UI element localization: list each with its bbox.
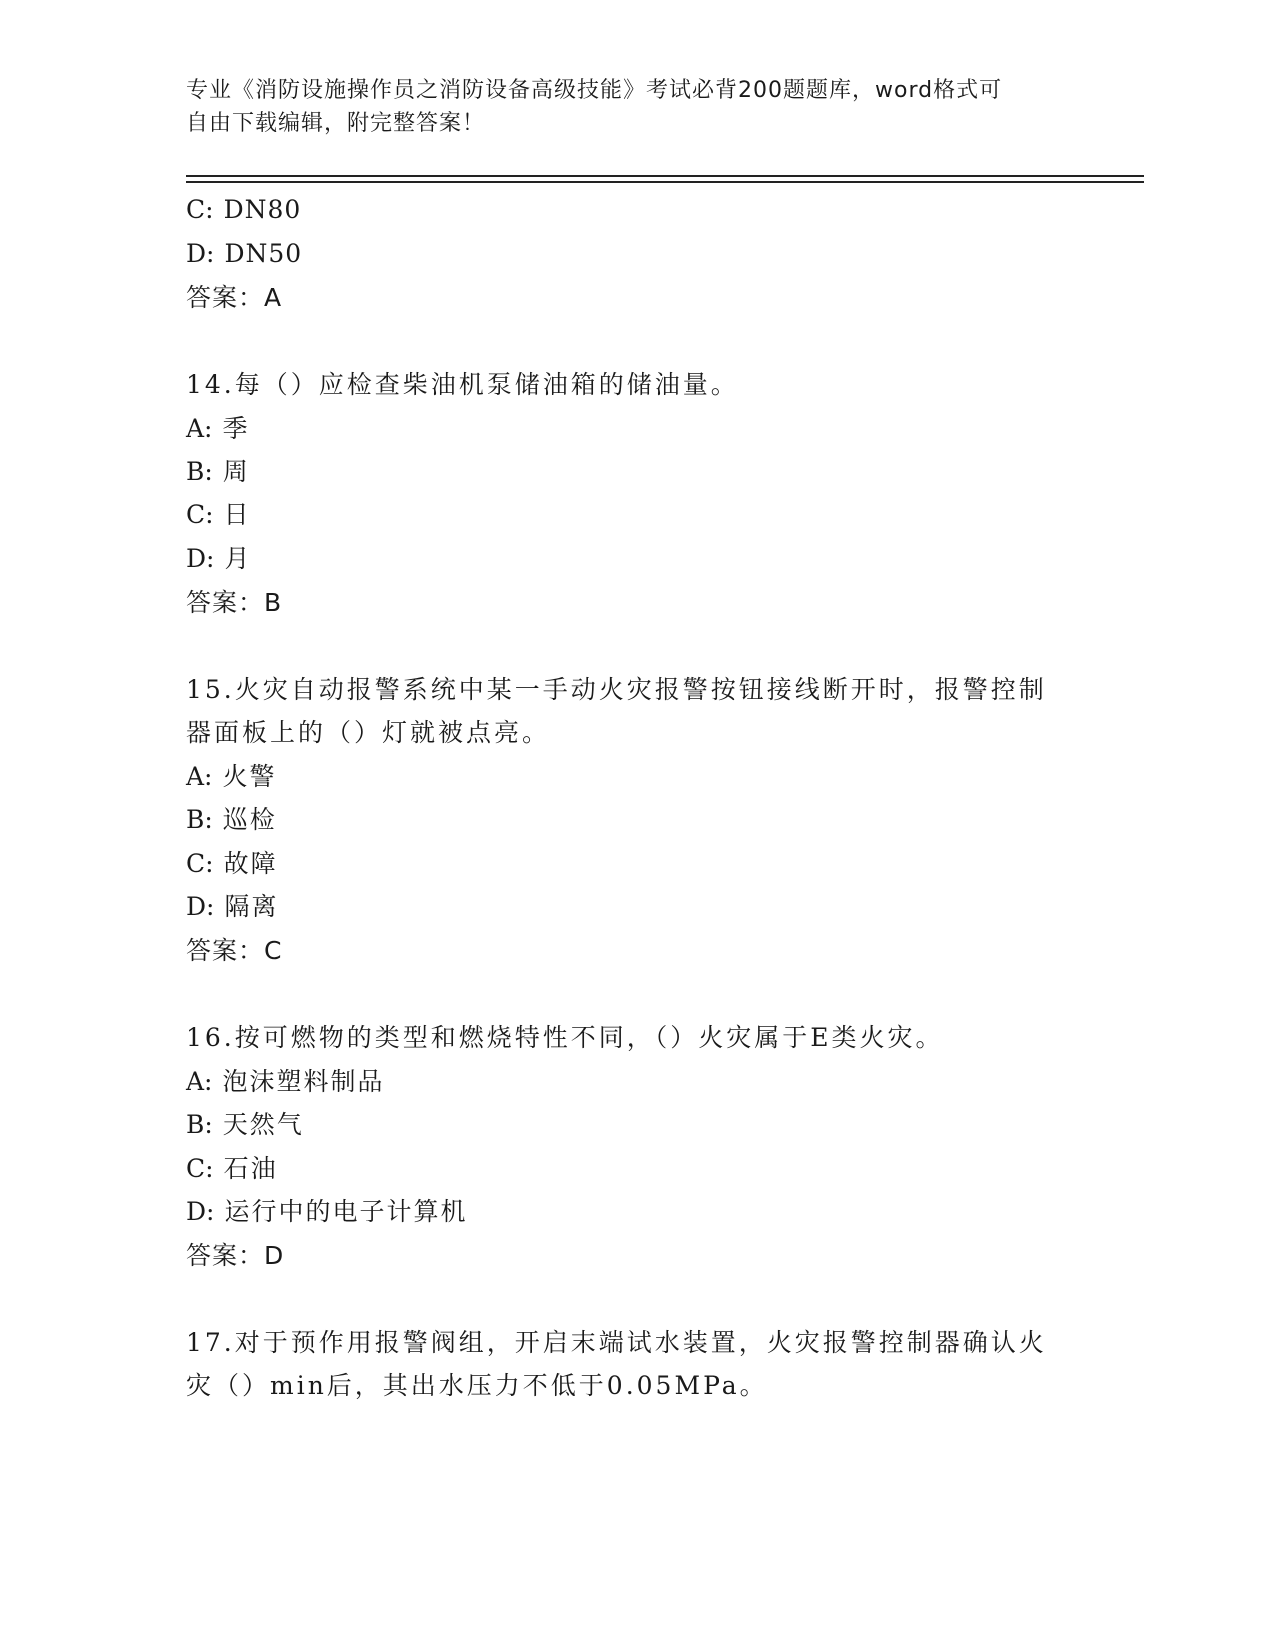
option-text: 周 bbox=[222, 457, 250, 486]
question-17-stem-line-2: 灾（）min后，其出水压力不低于0.05MPa。 bbox=[186, 1371, 768, 1400]
question-14-option-d bbox=[186, 542, 251, 576]
option-label: C: bbox=[186, 1154, 214, 1183]
question-15-stem-line-2: 器面板上的（）灯就被点亮。 bbox=[186, 718, 551, 747]
question-15-option-d bbox=[186, 890, 278, 924]
option-label: C: bbox=[186, 195, 214, 224]
question-16-option-a bbox=[186, 1065, 385, 1099]
question-16-option-c bbox=[186, 1152, 278, 1186]
question-16-answer: 答案：D bbox=[186, 1241, 285, 1270]
header-line-2: 自由下载编辑，附完整答案！ bbox=[186, 111, 486, 136]
option-text: 天然气 bbox=[222, 1110, 304, 1139]
option-label: C: bbox=[186, 849, 214, 878]
option-label: D: bbox=[186, 544, 215, 573]
option-text: 隔离 bbox=[224, 892, 279, 921]
question-16-option-d bbox=[186, 1195, 467, 1229]
prev-option-d bbox=[186, 237, 302, 271]
question-14-option-a bbox=[186, 412, 250, 446]
question-15-stem-line-1: 15.火灾自动报警系统中某一手动火灾报警按钮接线断开时，报警控制 bbox=[186, 675, 1047, 704]
option-text: 故障 bbox=[223, 849, 278, 878]
question-15-option-b bbox=[186, 803, 277, 837]
option-label: B: bbox=[186, 805, 213, 834]
option-text: 日 bbox=[223, 500, 251, 529]
question-16-option-b bbox=[186, 1108, 304, 1142]
question-14-option-b bbox=[186, 455, 250, 489]
question-14-answer: 答案：B bbox=[186, 588, 283, 617]
option-text: 季 bbox=[222, 414, 250, 443]
option-text: DN80 bbox=[223, 195, 302, 224]
option-label: A: bbox=[186, 1067, 213, 1096]
header-divider-bottom bbox=[186, 181, 1144, 183]
option-text: DN50 bbox=[224, 239, 303, 268]
document-header bbox=[186, 74, 1066, 140]
question-15-option-a bbox=[186, 760, 277, 794]
option-label: B: bbox=[186, 457, 213, 486]
option-text: 运行中的电子计算机 bbox=[224, 1197, 468, 1226]
question-14-option-c bbox=[186, 498, 251, 532]
question-16-stem: 16.按可燃物的类型和燃烧特性不同，（）火灾属于E类火灾。 bbox=[186, 1023, 944, 1052]
option-label: D: bbox=[186, 892, 215, 921]
option-label: D: bbox=[186, 1197, 215, 1226]
question-17-stem-line-1: 17.对于预作用报警阀组，开启末端试水装置，火灾报警控制器确认火 bbox=[186, 1328, 1047, 1357]
prev-option-c bbox=[186, 193, 301, 227]
option-label: C: bbox=[186, 500, 214, 529]
header-divider-top bbox=[186, 175, 1144, 177]
option-label: A: bbox=[186, 762, 213, 791]
question-14-stem: 14.每（）应检查柴油机泵储油箱的储油量。 bbox=[186, 370, 739, 399]
option-label: D: bbox=[186, 239, 215, 268]
option-text: 火警 bbox=[222, 762, 277, 791]
question-15-option-c bbox=[186, 847, 278, 881]
prev-answer: 答案：A bbox=[186, 283, 283, 312]
option-text: 泡沫塑料制品 bbox=[222, 1067, 385, 1096]
option-text: 巡检 bbox=[222, 805, 277, 834]
option-text: 石油 bbox=[223, 1154, 278, 1183]
question-15-answer: 答案：C bbox=[186, 936, 283, 965]
option-label: B: bbox=[186, 1110, 213, 1139]
header-line-1: 专业《消防设施操作员之消防设备高级技能》考试必背200题题库，word格式可 bbox=[186, 78, 1003, 103]
option-label: A: bbox=[186, 414, 213, 443]
option-text: 月 bbox=[224, 544, 252, 573]
